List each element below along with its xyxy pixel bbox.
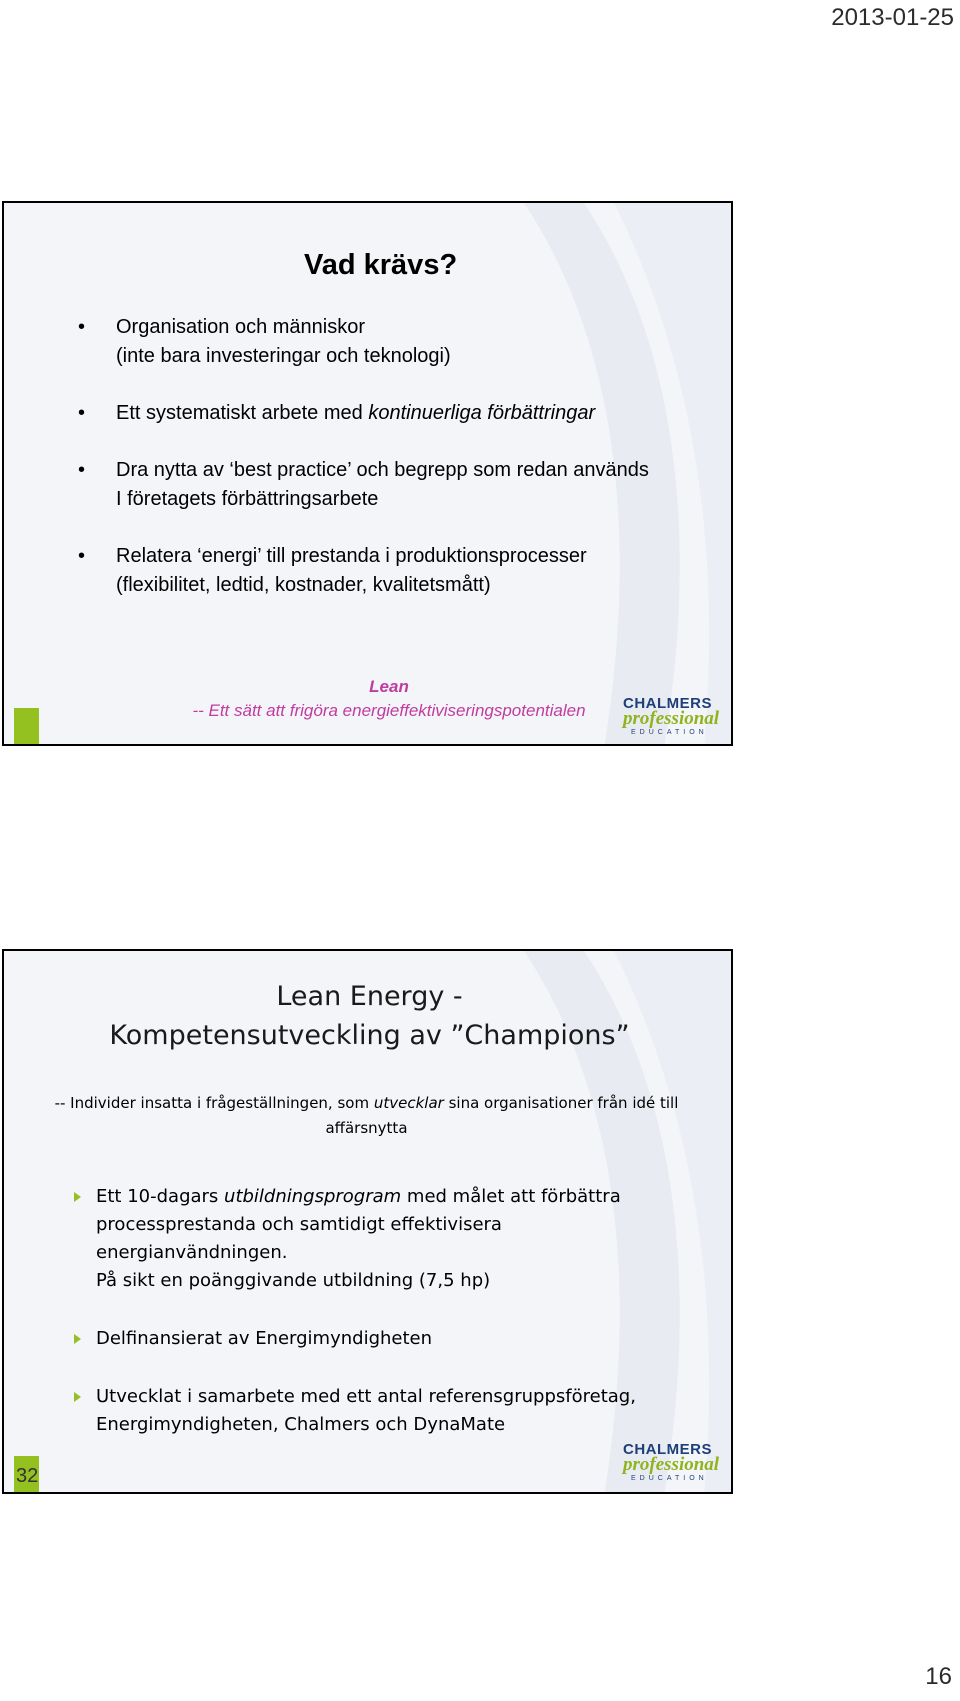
bullet-item xyxy=(68,456,728,514)
logo-brand: CHALMERS xyxy=(623,695,712,712)
logo-edu: EDUCATION xyxy=(631,729,708,736)
bullet-text: Utvecklat i samarbete med ett antal referensgruppsföretag, xyxy=(96,1386,636,1407)
lean-title: Lean xyxy=(369,677,409,696)
bullet-item xyxy=(74,1325,714,1353)
lean-subtitle: -- Ett sätt att frigöra energieffektiviseringspotentialen xyxy=(192,701,586,720)
emphasis-text: kontinuerliga förbättringar xyxy=(368,402,596,424)
intro-text xyxy=(14,1091,719,1141)
page-date: 2013-01-25 xyxy=(831,4,954,31)
bullet-list xyxy=(68,313,728,628)
slide-lean-energy xyxy=(2,949,733,1494)
bullet-text: Ett systematiskt arbete med kontinuerliga förbättringar xyxy=(116,402,596,424)
bullet-text: Energimyndigheten, Chalmers och DynaMate xyxy=(96,1414,506,1435)
chalmers-logo xyxy=(621,695,720,739)
lean-callout xyxy=(164,677,614,721)
slide-vad-kravs xyxy=(2,201,733,746)
bullet-item xyxy=(68,399,728,428)
bullet-dot-icon: • xyxy=(78,459,86,481)
logo-script: professional xyxy=(623,1454,720,1475)
intro-line: -- Individer insatta i frågeställningen, som utvecklar sina organisationer från idé till xyxy=(54,1094,679,1112)
slide-number: 32 xyxy=(16,1465,39,1487)
triangle-bullet-icon xyxy=(74,1334,81,1344)
title-line: Kompetensutveckling av ”Champions” xyxy=(109,1020,630,1051)
emphasis-text: utbildningsprogram xyxy=(224,1186,402,1207)
bullet-text: (flexibilitet, ledtid, kostnader, kvalitetsmått) xyxy=(116,574,491,596)
bullet-text: Delfinansierat av Energimyndigheten xyxy=(96,1328,433,1349)
bullet-text: (inte bara investeringar och teknologi) xyxy=(116,345,451,367)
bullet-dot-icon: • xyxy=(78,316,86,338)
bullet-text: Organisation och människor xyxy=(116,316,366,338)
triangle-bullet-icon xyxy=(74,1392,81,1402)
bullet-text: I företagets förbättringsarbete xyxy=(116,488,379,510)
logo-brand: CHALMERS xyxy=(623,1441,712,1458)
slide-number-tab xyxy=(14,708,39,744)
bullet-list xyxy=(74,1183,714,1469)
bullet-dot-icon: • xyxy=(78,402,86,424)
bullet-item xyxy=(74,1383,714,1439)
page-number: 16 xyxy=(925,1663,952,1690)
logo-script: professional xyxy=(623,708,720,729)
logo-edu: EDUCATION xyxy=(631,1475,708,1482)
emphasis-text: utvecklar xyxy=(373,1094,444,1112)
bullet-item xyxy=(74,1183,714,1295)
bullet-item xyxy=(68,313,728,371)
bullet-text: energianvändningen. xyxy=(96,1242,288,1263)
bullet-text: Ett 10-dagars utbildningsprogram med målet att förbättra xyxy=(96,1186,621,1207)
bullet-dot-icon: • xyxy=(78,545,86,567)
bullet-text: På sikt en poänggivande utbildning (7,5 hp) xyxy=(96,1270,491,1291)
bullet-text: processprestanda och samtidigt effektivisera xyxy=(96,1214,502,1235)
bullet-item xyxy=(68,542,728,600)
intro-line: affärsnytta xyxy=(325,1119,408,1137)
bullet-text: Relatera ‘energi’ till prestanda i produktionsprocesser xyxy=(116,545,587,567)
bullet-text: Dra nytta av ‘best practice’ och begrepp som redan används xyxy=(116,459,649,481)
chalmers-logo xyxy=(621,1441,720,1485)
slide-title: Vad krävs? xyxy=(304,249,458,281)
title-line: Lean Energy - xyxy=(276,981,463,1012)
triangle-bullet-icon xyxy=(74,1192,81,1202)
slide-title xyxy=(4,977,733,1055)
